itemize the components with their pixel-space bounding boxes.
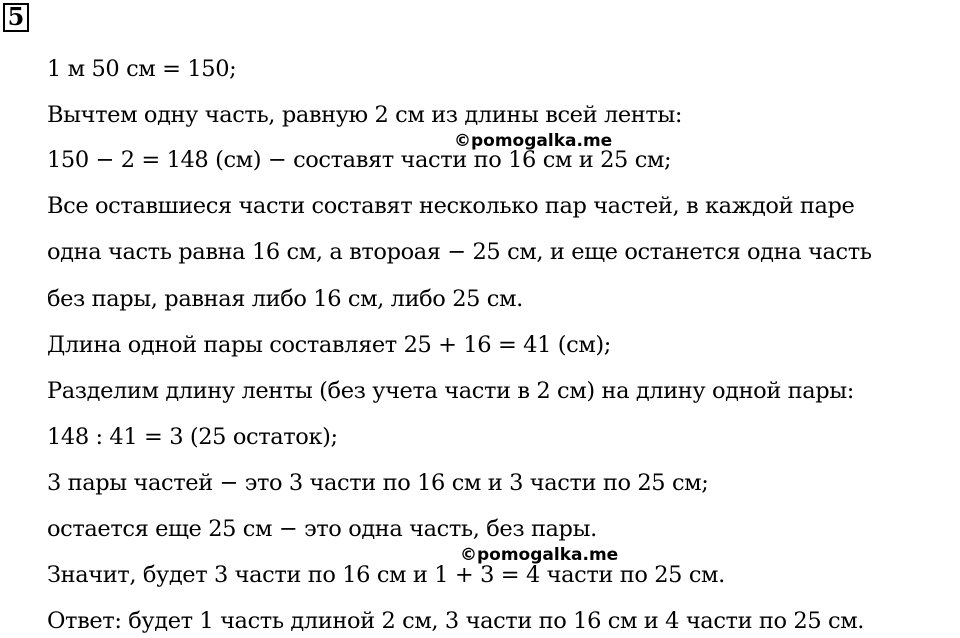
solution-line-11: остается еще 25 см − это одна часть, без пары.	[47, 516, 597, 542]
solution-line-10: 3 пары частей − это 3 части по 16 см и 3 части по 25 см;	[47, 470, 709, 496]
solution-line-9: 148 : 41 = 3 (25 остаток);	[47, 424, 338, 450]
solution-line-6: без пары, равная либо 16 см, либо 25 см.	[47, 286, 523, 312]
solution-line-8: Разделим длину ленты (без учета части в 2 см) на длину одной пары:	[47, 378, 854, 404]
watermark-bottom: ©pomogalka.me	[460, 545, 619, 565]
solution-line-13: Ответ: будет 1 часть длиной 2 см, 3 части по 16 см и 4 части по 25 см.	[47, 608, 865, 634]
task-number-badge: 5	[3, 3, 29, 32]
watermark-top: ©pomogalka.me	[454, 131, 613, 151]
solution-line-7: Длина одной пары составляет 25 + 16 = 41 (см);	[47, 332, 611, 358]
solution-line-2: Вычтем одну часть, равную 2 см из длины всей ленты:	[47, 102, 683, 128]
solution-line-5: одна часть равна 16 см, а второая − 25 см, и еще останется одна часть	[47, 239, 872, 265]
solution-line-12: Значит, будет 3 части по 16 см и 1 + 3 = 4 части по 25 см.	[47, 562, 725, 588]
solution-line-1: 1 м 50 см = 150;	[47, 56, 237, 82]
solution-line-4: Все оставшиеся части составят несколько пар частей, в каждой паре	[47, 193, 855, 219]
solution-line-3: 150 − 2 = 148 (см) − составят части по 16 см и 25 см;	[47, 147, 672, 173]
